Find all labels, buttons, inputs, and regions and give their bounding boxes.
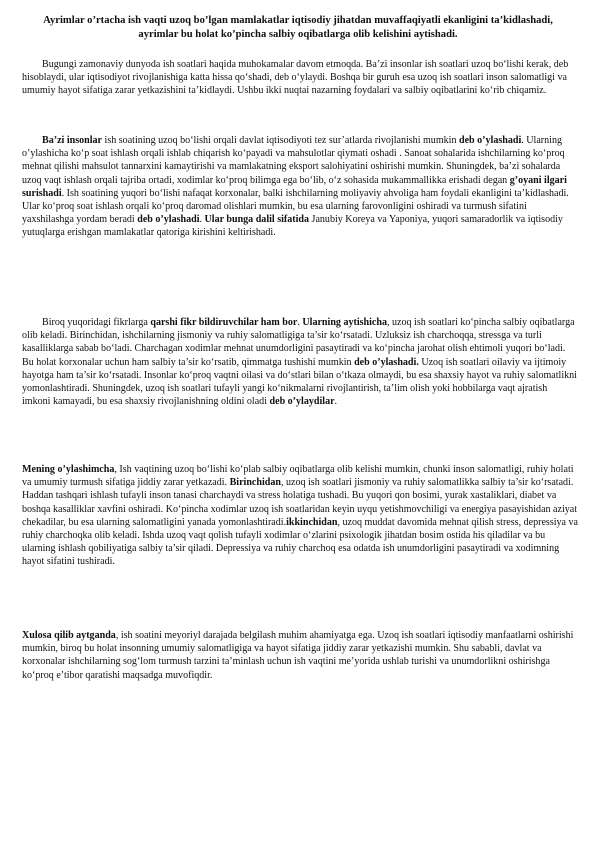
emphasis-text: Xulosa qilib aytganda xyxy=(22,630,116,641)
body-text: , ish soatini meyoriyl darajada belgilash muhim ahamiyatga ega. Uzoq ish soatlari iqtisodiy manfaatlarni oshirishi mumkin, biroq bu holat insonning umumiy salomatligiga va hayot sifatiga jiddiy zarar yetkazishi mumkin. Shu sababli, davlat va korxonalar ishchilarning sog‘lom turmush tarzini ta’minlash uchun ish vaqtini me’yorida ushlab turishi va unumdorlikni oshirishga ko‘proq e’tibor qaratishi maqsadga muvofiqdir. xyxy=(22,630,574,681)
body-text: . xyxy=(297,317,303,328)
body-text: , uzoq muddat davomida mehnat qilish stress, depressiya va ruhiy charchoqka olib keladi. Ishda uzoq vaqt qolish tufayli xodimlar o‘zlarini psixologik jihatdan bosim ostida his qiladilar va bu ularning ishlash qobiliyatiga salbiy ta’sir qiladi. Depressiya va ruhiy charchoq esa odatda ish unumdorligini pasaytiradi va xodimning hayot sifatini tushiradi. xyxy=(22,516,579,568)
body-text: Bugungi zamonaviy dunyoda ish soatlari haqida muhokamalar davom etmoqda. Ba’zi insonlar ish soatlari uzoq bo‘lishi kerak, deb hisoblaydi, ular iqtisodiyot rivojlanishiga katta hissa qo‘shadi, deb o‘ylaydi. Boshqa bir guruh esa uzoq ish soatlari inson salomatligi va umumiy hayot sifatiga zarar yetkazishini ta’kidlaydi. Ushbu ikki nuqtai nazarning foydalari va salbiy oqibatlarini ko‘rib chiqamiz. xyxy=(22,59,569,97)
body-text: . xyxy=(334,396,338,408)
body-text: ish soatining uzoq bo‘lishi orqali davlat iqtisodiyoti tez sur’atlarda rivojlanishi mumkin xyxy=(102,135,459,146)
emphasis-text: deb o’ylashadi xyxy=(137,214,200,226)
emphasis-text: deb o’ylashadi xyxy=(459,135,522,146)
body-text: Biroq yuqoridagi fikrlarga xyxy=(42,317,151,328)
emphasis-text: deb o’ylashadi. xyxy=(354,356,419,368)
paragraph-opponents xyxy=(22,316,578,408)
paragraph-opinion xyxy=(22,463,578,569)
emphasis-text: ikkinchidan xyxy=(286,516,338,528)
emphasis-text: Birinchidan xyxy=(229,477,281,489)
body-text: Janubiy Koreya va Yaponiya, yuqori samaradorlik va iqtisodiy yutuqlarga erishgan mamlakatlar qatoriga kirishini keltirishadi. xyxy=(22,214,563,239)
body-text: , Ish vaqtining uzoq bo‘lishi ko‘plab salbiy oqibatlarga olib kelishi mumkin, chunki inson salomatligi, ruhiy holati va umumiy turmush sifatiga jiddiy zarar yetkazadi. xyxy=(22,464,574,489)
document-title: Ayrimlar o’rtacha ish vaqti uzoq bo’lgan mamlakatlar iqtisodiy jihatdan muvaffaqiyatli ekanligini ta’kidlashadi, ayrimlar bu holat ko’pincha salbiy oqibatlarga olib kelishini aytishadi. xyxy=(43,15,553,40)
emphasis-text: qarshi fikr bildiruvchilar ham bor xyxy=(150,317,298,328)
paragraph-conclusion xyxy=(22,629,578,682)
emphasis-text: Ular bunga dalil sifatida xyxy=(204,214,310,226)
body-text: . Ish soatining yuqori bo‘lishi nafaqat korxonalar, balki ishchilarning moliyaviy ahvoliga ham foydali ekanligini ta’kidlashadi. Ular ko‘proq soat ishlash orqali ko‘proq daromad olishlari mumkin, bu esa ularning farovonligini oshiradi va turmush sifatini yaxshilashga yordam beradi xyxy=(22,187,569,226)
body-text: , uzoq ish soatlari ko‘pincha salbiy oqibatlarga olib keladi. Birinchidan, ishchilarning jismoniy va ruhiy salomatligiga ta’sir ko‘rsatadi. Uzluksiz ish charchoqqa, stressga va turli kasalliklarga sabab bo‘ladi. Charchagan xodimlar mehnat unumdorligini pasaytiradi va ko‘pincha jarohat olish ehtimoli yuqori bo‘ladi. Bu holat korxonalar uchun ham salbiy ta’sir ko‘rsatib, qimmatga tushishi mumkin xyxy=(22,317,575,368)
emphasis-text: deb o’ylaydilar xyxy=(269,396,335,408)
body-text: , uzoq ish soatlari jismoniy va ruhiy salomatlikka salbiy ta’sir ko‘rsatadi. Haddan tashqari ishlash tufayli inson tanasi charchaydi va stress holatiga tushadi. Bu yuqori qon bosimi, yurak xastaliklari, diabet va boshqa kasalliklar xavfini oshiradi. Ko‘pincha xodimlar uzoq ish soatlaridan keyin uyqu yetishmovchiligi va energiya pasayishidan aziyat chekadilar, bu esa ularning salomatligini yanada yomonlashtiradi. xyxy=(22,477,578,528)
body-text: . Ularning o’ylashicha ko‘p soat ishlash orqali ishlab chiqarish ko‘payadi va mahsulotlar qiymati oshadi . Sanoat sohalarida ishchilarning ko‘proq mehnat qilishi mahsulot tannarxini kamaytirishi va mamlakatning eksport salohiyatini oshirishi mumkin. Shuningdek, ba’zi sohalarda uzoq vaqt ishlash orqali tajriba ortadi, xodimlar ko‘proq bilimga ega bo‘lib, o‘z sohasida mukammallikka erishadi degan xyxy=(22,135,565,186)
paragraph-supporters xyxy=(22,134,578,240)
paragraph-intro xyxy=(22,58,578,98)
emphasis-text: Ba’zi insonlar xyxy=(42,135,103,146)
emphasis-text: Mening o’ylashimcha xyxy=(22,464,115,475)
body-text: . xyxy=(199,214,205,226)
body-text: Uzoq ish soatlari oilaviy va ijtimoiy hayotga ham ta’sir ko‘rsatadi. Insonlar ko‘proq vaqtni oilasi va do‘stlari bilan o‘tkaza olmaydi, bu esa shaxsiy hayot va ruhiy salomatlikni yomonlashtiradi. Shuningdek, uzoq ish soatlari tufayli yangi ko‘nikmalarni rivojlantirish, ta’lim olish yoki hobbilarga vaqt ajratish imkoni kamayadi, bu esa shaxsiy rivojlanishning oldini oladi xyxy=(22,356,577,408)
emphasis-text: g’oyani ilgari surishadi xyxy=(22,174,567,199)
emphasis-text: Ularning aytishicha xyxy=(302,317,387,328)
